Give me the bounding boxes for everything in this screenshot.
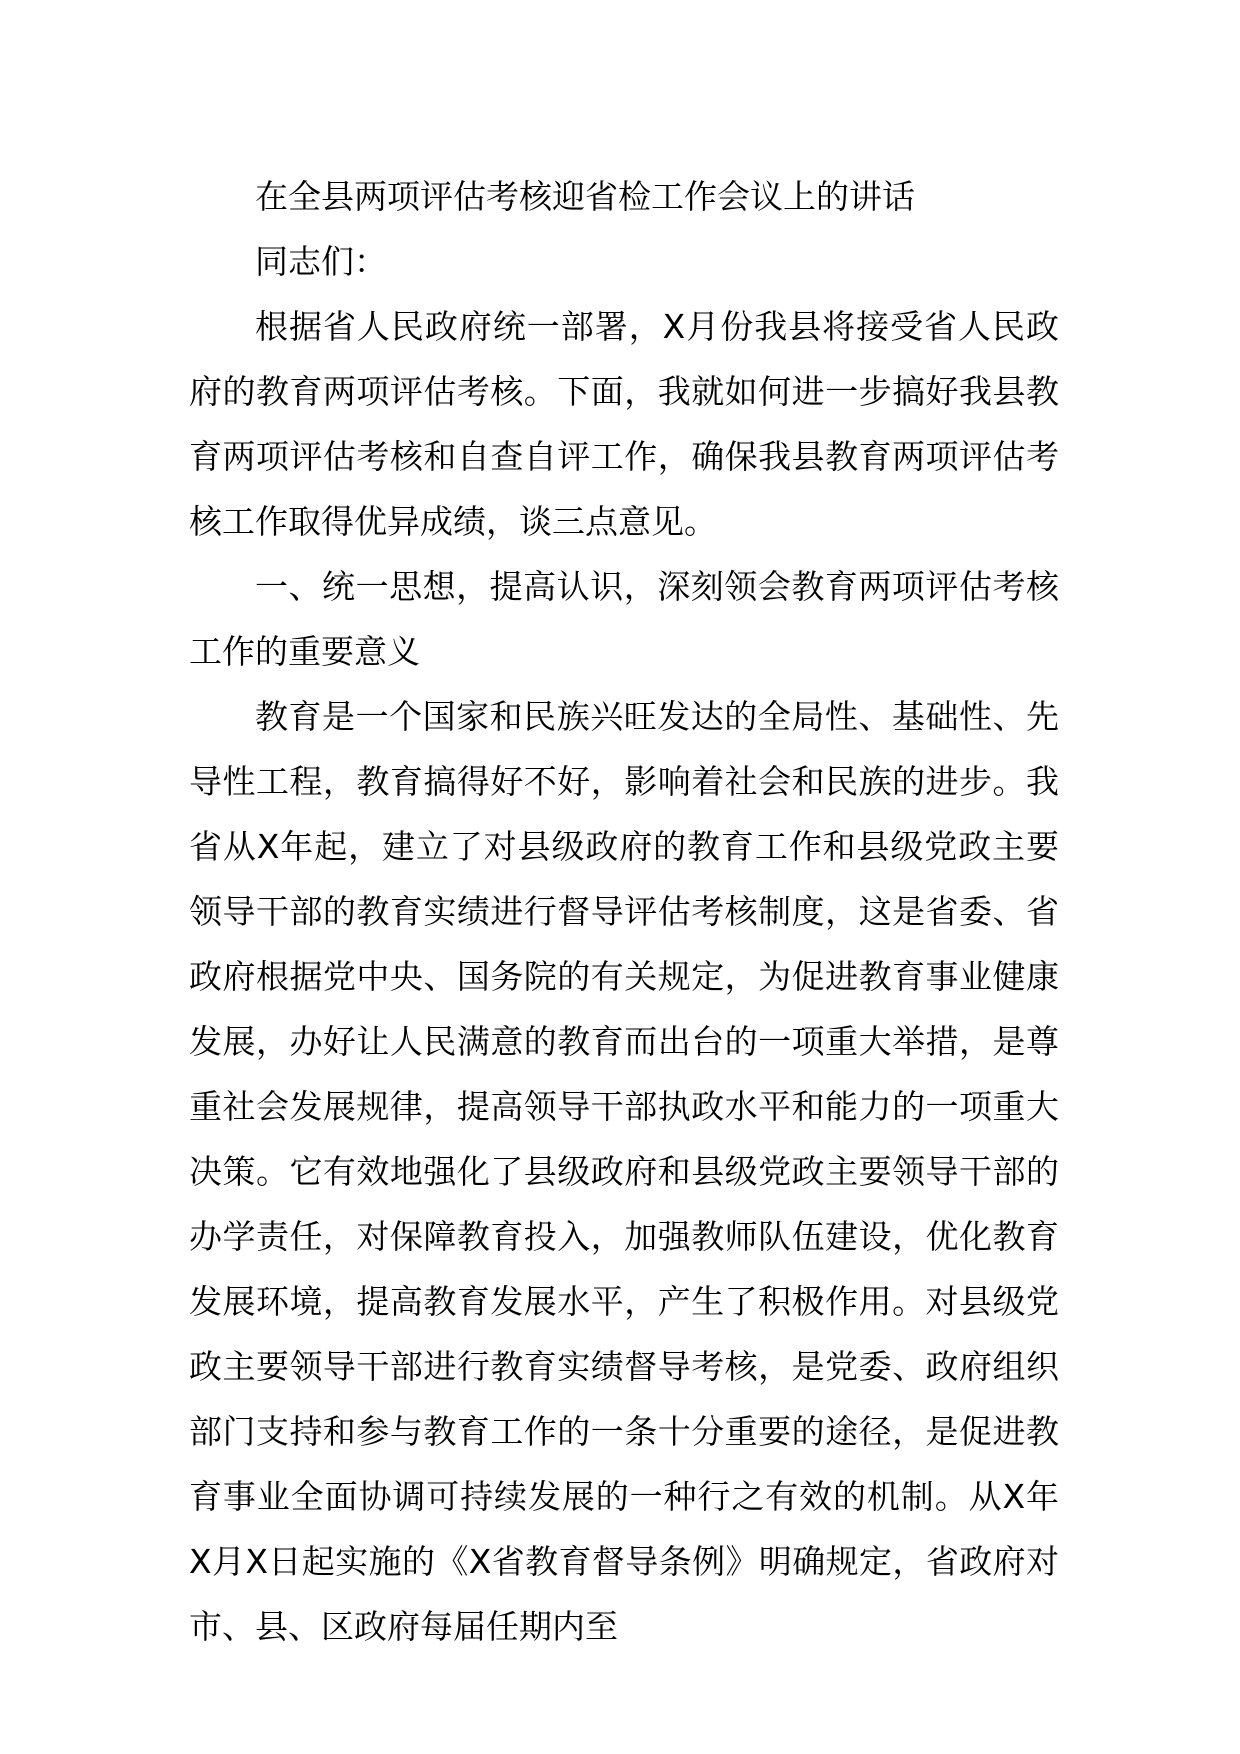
salutation: 同志们： [255,242,387,281]
document-body [189,164,1059,1659]
paragraph: 教育是一个国家和民族兴旺发达的全局性、基础性、先导性工程，教育搞得好不好，影响着社会和民族的进步。我省从X年起，建立了对县级政府的教育工作和县级党政主要领导干部的教育实绩进行督导评估考核制度，这是省委、省政府根据党中央、国务院的有关规定，为促进教育事业健康发展，办好让人民满意的教育而出台的一项重大举措，是尊重社会发展规律，提高领导干部执政水平和能力的一项重大决策。它有效地强化了县级政府和县级党政主要领导干部的办学责任，对保障教育投入，加强教师队伍建设，优化教育发展环境，提高教育发展水平，产生了积极作用。对县级党政主要领导干部进行教育实绩督导考核，是党委、政府组织部门支持和参与教育工作的一条十分重要的途径，是促进教育事业全面协调可持续发展的一种行之有效的机制。从X年X月X日起实施的《X省教育督导条例》明确规定，省政府对市、县、区政府每届任期内至 [189,697,1059,1646]
document-title: 在全县两项评估考核迎省检工作会议上的讲话 [255,177,915,216]
paragraph: 根据省人民政府统一部署，X月份我县将接受省人民政府的教育两项评估考核。下面，我就如何进一步搞好我县教育两项评估考核和自查自评工作，确保我县教育两项评估考核工作取得优异成绩，谈三点意见。 [189,307,1059,541]
section-heading: 一、统一思想，提高认识，深刻领会教育两项评估考核工作的重要意义 [189,567,1059,671]
